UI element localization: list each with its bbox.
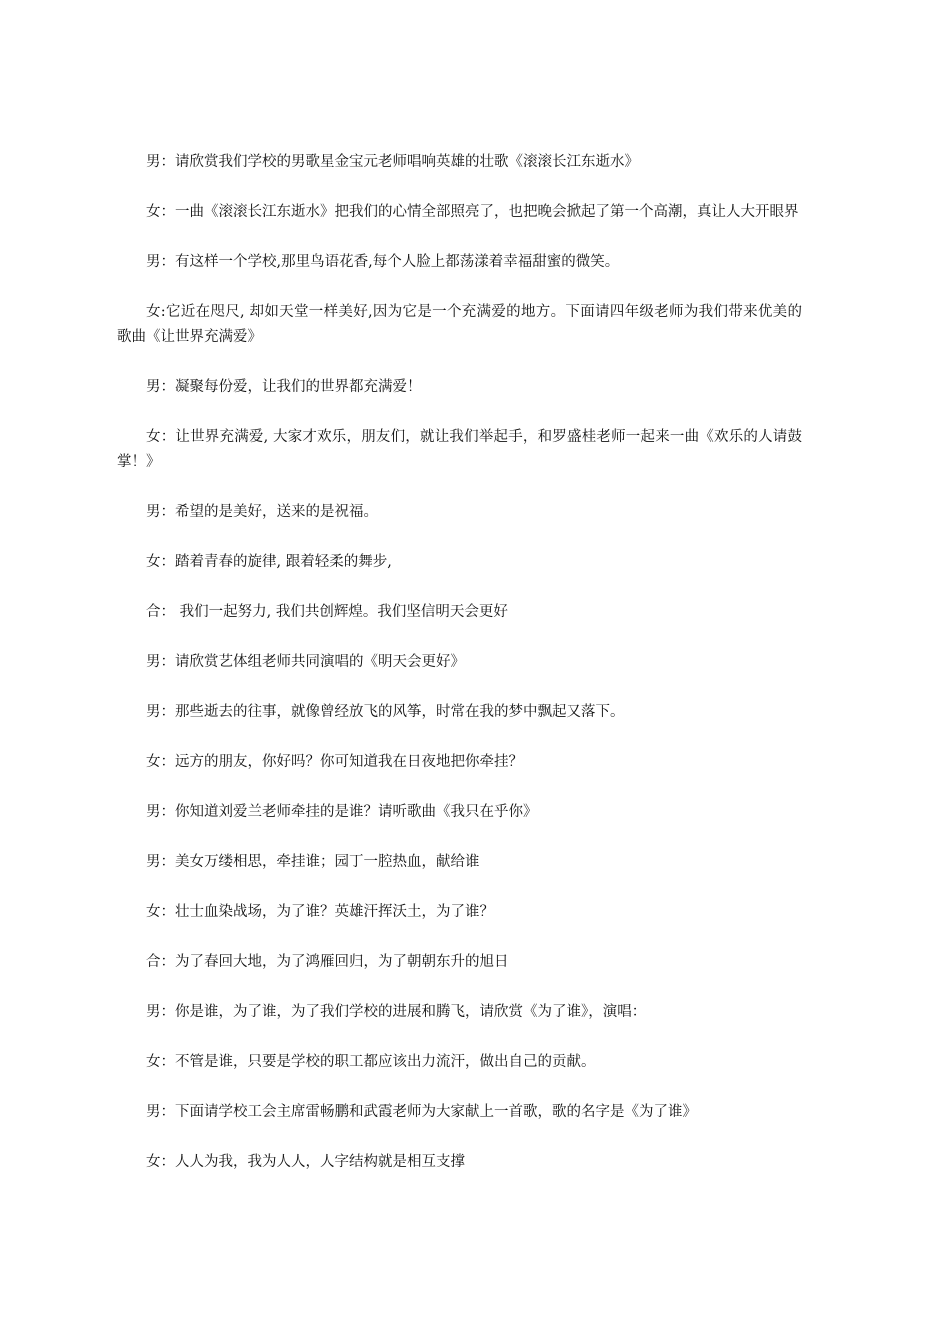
- paragraph-14: 男：美女万缕相思，牵挂谁；园丁一腔热血，献给谁: [146, 854, 480, 870]
- document-body: [117, 150, 802, 1200]
- paragraph-7: 男：希望的是美好，送来的是祝福。: [146, 504, 378, 520]
- paragraph-19: 男：下面请学校工会主席雷畅鹏和武霞老师为大家献上一首歌，歌的名字是《为了谁》: [146, 1104, 697, 1120]
- paragraph-18: 女：不管是谁，只要是学校的职工都应该出力流汗，做出自己的贡献。: [146, 1054, 596, 1070]
- paragraph-13: 男：你知道刘爱兰老师牵挂的是谁？请听歌曲《我只在乎你》: [146, 804, 538, 820]
- paragraph-5: 男：凝聚每份爱，让我们的世界都充满爱！: [146, 379, 422, 395]
- paragraph-6: 女：让世界充满爱, 大家才欢乐，朋友们，就让我们举起手，和罗盛桂老师一起来一曲《欢乐的人请鼓掌！》: [117, 429, 802, 470]
- paragraph-12: 女：远方的朋友，你好吗？你可知道我在日夜地把你牵挂？: [146, 754, 523, 770]
- paragraph-10: 男：请欣赏艺体组老师共同演唱的《明天会更好》: [146, 654, 465, 670]
- paragraph-3: 男：有这样一个学校,那里鸟语花香,每个人脸上都荡漾着幸福甜蜜的微笑。: [146, 254, 620, 270]
- paragraph-8: 女：踏着青春的旋律, 跟着轻柔的舞步,: [146, 554, 392, 570]
- paragraph-4: 女:它近在咫尺, 却如天堂一样美好,因为它是一个充满爱的地方。下面请四年级老师为我们带来优美的歌曲《让世界充满爱》: [117, 304, 802, 345]
- paragraph-2: 女：一曲《滚滚长江东逝水》把我们的心情全部照亮了，也把晚会掀起了第一个高潮，真让人大开眼界: [146, 204, 799, 220]
- paragraph-15: 女：壮士血染战场，为了谁？英雄汗挥沃土，为了谁？: [146, 904, 494, 920]
- paragraph-20: 女：人人为我，我为人人，人字结构就是相互支撑: [146, 1154, 465, 1170]
- paragraph-11: 男：那些逝去的往事，就像曾经放飞的风筝，时常在我的梦中飘起又落下。: [146, 704, 625, 720]
- paragraph-16: 合：为了春回大地，为了鸿雁回归，为了朝朝东升的旭日: [146, 954, 509, 970]
- paragraph-17: 男：你是谁，为了谁，为了我们学校的进展和腾飞，请欣赏《为了谁》，演唱：: [146, 1004, 647, 1020]
- paragraph-9: 合： 我们一起努力, 我们共创辉煌。我们坚信明天会更好: [146, 604, 508, 620]
- paragraph-1: 男：请欣赏我们学校的男歌星金宝元老师唱响英雄的壮歌《滚滚长江东逝水》: [146, 154, 639, 170]
